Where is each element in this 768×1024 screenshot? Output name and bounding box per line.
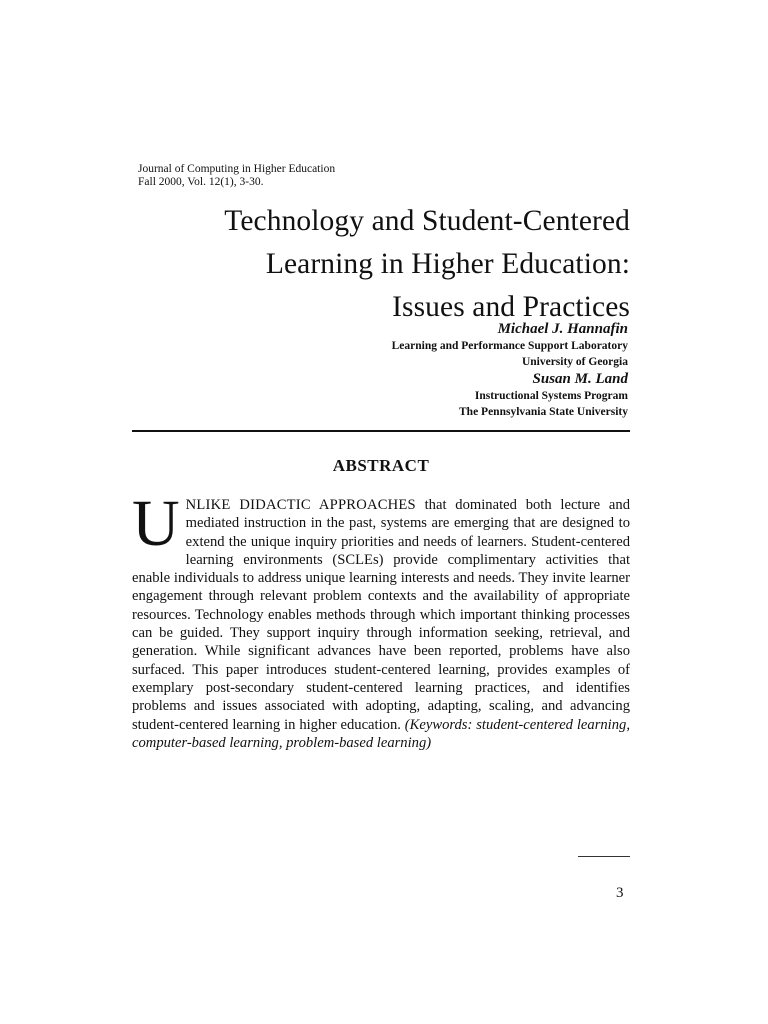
abstract-heading: ABSTRACT bbox=[332, 456, 430, 475]
drop-cap: U bbox=[132, 487, 180, 560]
author-name-2: Susan M. Land bbox=[532, 371, 628, 387]
author-lab-2: Instructional Systems Program bbox=[474, 390, 628, 402]
footer-rule bbox=[578, 856, 630, 857]
abstract-lead: NLIKE DIDACTIC APPROACHES bbox=[185, 497, 416, 513]
title-line-2: Learning in Higher Education: bbox=[265, 248, 630, 280]
journal-issue: Fall 2000, Vol. 12(1), 3-30. bbox=[138, 176, 264, 188]
author-institution-1: University of Georgia bbox=[521, 356, 628, 368]
abstract-keywords: (Keywords: student-centered learning, computer-based learning, problem-based learning) bbox=[132, 716, 630, 751]
author-block bbox=[392, 320, 628, 420]
title-line-1: Technology and Student-Centered bbox=[224, 205, 630, 237]
author-lab-1: Learning and Performance Support Laboratory bbox=[391, 340, 628, 352]
abstract-text: that dominated both lecture and mediated instruction in the past, systems are emerging that are designed to extend the unique inquiry priorities and needs of learners. Student-centered learning environments (SCLEs) provide complimentary activities that enable individuals to address unique learning interests and needs. They invite learner engagement through relevant problem contexts and the availability of appropriate resources. Technology enables methods through which important thinking processes can be guided. They support inquiry through information seeking, retrieval, and generation. While significant advances have been reported, problems have also surfaced. This paper introduces student-centered learning, provides examples of exemplary post-secondary student-centered learning practices, and identifies problems and issues associated with adopting, adapting, scaling, and advancing student-centered learning in higher education. bbox=[132, 497, 630, 733]
journal-citation bbox=[138, 163, 335, 189]
abstract-body bbox=[132, 487, 630, 752]
author-name-1: Michael J. Hannafin bbox=[497, 321, 628, 337]
header-divider bbox=[132, 430, 630, 432]
title-line-3: Issues and Practices bbox=[392, 291, 630, 323]
page-number: 3 bbox=[616, 885, 624, 901]
paper-title bbox=[140, 200, 630, 329]
author-institution-2: The Pennsylvania State University bbox=[459, 406, 628, 418]
journal-name: Journal of Computing in Higher Education bbox=[138, 163, 336, 175]
